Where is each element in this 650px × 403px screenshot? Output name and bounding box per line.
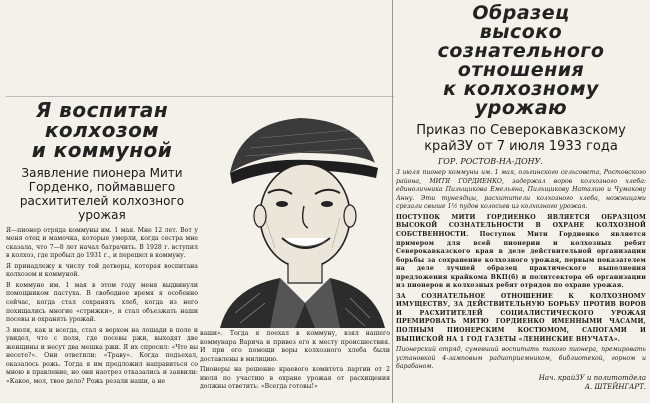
order-heading-line1: Приказ по Северокавказскому — [416, 123, 626, 138]
left-headline-line2: колхозом — [44, 118, 160, 142]
left-headline-line1: Я воспитан — [35, 98, 169, 122]
left-article — [6, 96, 198, 401]
order-heading-line2: крайЗУ от 7 июля 1933 года — [424, 138, 618, 154]
right-paragraph-4: Пионерский отряд, сумевший воспитать такого пионера, премировать установкой 4-ламповым радиоприемником, библиотекой, горном и барабаном. — [396, 346, 646, 371]
left-paragraph-1: Я—пионер отряда коммуны им. 1 мая. Мне 12 лет. Вот у меня отец и мамочка, которые умерли, когда сестра мне сказала, что 7—8 лет начал батрачить. В 1928 г. вступил в колхоз, где пробыл до 1931 г., и перешел в коммуну. — [6, 226, 198, 260]
middle-paragraph-1: ваши». Тогда я поехал в коммуну, взял нашего коммунара Варича и привез его к месту происшествия. И при его помощи воры колхозного хлеба были доставлены в милицию. — [200, 330, 390, 363]
left-headline — [6, 100, 198, 160]
left-headline-line3: и коммуной — [31, 138, 173, 162]
left-paragraph-4: 3 июля, как и всегда, стал я верхом на лошади в поле и увидел, что с поля, где посевы ржи, выходят две женщины и несут два мешка ржи. Я их спросил: «Что вы несете?». Они ответили: «Траву». Когда подъехал, оказалось рожь. Тогда я им предложил направиться со мною в правление, но они наотрез отказались и заявили: «Какое, мол, твое дело? Рожь резали наши, а не — [6, 326, 198, 385]
right-paragraph-3: ЗА СОЗНАТЕЛЬНОЕ ОТНОШЕНИЕ К КОЛХОЗНОМУ ИМУЩЕСТВУ, ЗА ДЕЙСТВИТЕЛЬНУЮ БОРЬБУ ПРОТИВ ВОРОВ И РАСХИТИТЕЛЕЙ СОЦИАЛИСТИЧЕСКОГО УРОЖАЯ ПРЕМИРОВАТЬ МИТЮ ГОРДИЕНКО ИМЕННЫМИ ЧАСАМИ, ПОЛНЫМ ПИОНЕРСКИМ КОСТЮМОМ, САПОГАМИ И ВЫПИСКОЙ НА 1 ГОД ГАЗЕТЫ «ЛЕНИНСКИЕ ВНУЧАТА». — [396, 292, 646, 343]
dateline: ГОР. РОСТОВ-НА-ДОНУ. — [438, 157, 543, 167]
right-paragraph-1: 3 июля пионер коммуны им. 1 мая, ольгинского сельсовета, Ростовского района, МИТЯ ГОРДИЕНКО, задержал воров колхозного хлеба: единоличника Пильщикова Емельяна, Пильщикову Наталию и Чумакову Анну. Эти тунеядцы, расхитители колхозного хлеба, ножницами срезали свыше 1½ пудов колосьев из колхозного урожая. — [396, 169, 646, 211]
middle-article-continuation — [200, 330, 390, 402]
order-heading — [396, 123, 646, 154]
right-headline-line3: отношения — [457, 59, 585, 81]
column-divider — [392, 0, 393, 403]
signature-line1: Нач. крайЗУ и политотдела — [538, 373, 646, 382]
right-headline — [396, 4, 646, 118]
signature — [396, 374, 646, 392]
right-headline-line1: Образец — [472, 2, 570, 24]
right-article — [396, 2, 646, 401]
left-paragraph-2: Я принадлежу к числу той детворы, которая воспитана колхозом и коммуной. — [6, 262, 198, 279]
right-paragraph-2: ПОСТУПОК МИТИ ГОРДИЕНКО ЯВЛЯЕТСЯ ОБРАЗЦОМ ВЫСОКОЙ СОЗНАТЕЛЬНОСТИ В ОХРАНЕ КОЛХОЗНОЙ СОБСТВЕННОСТИ. Поступок Мити Гордиенко является примером для всей пионерии и колхозных ребят Северокавказского края в деле действительной организации борьбы за сохранение колхозного урожая, первым показателем на деле лучшей образец практического выполнения предложения крайкома ВКП(б) и политсектора об организации из пионеров и колхозных ребят отрядов по охране урожая. — [396, 213, 646, 290]
right-headline-line4: к колхозному урожаю — [443, 78, 599, 119]
right-headline-line2: высоко сознательного — [437, 21, 605, 62]
middle-paragraph-2: Пионеры на решение краевого комитета партии от 2 июля по участию в охране урожая от расхищения должны ответить: «Всегда готовы!» — [200, 366, 390, 391]
left-subheadline: Заявление пионера Мити Горденко, поймавшего расхитителей колхозного урожая — [19, 166, 185, 223]
signature-line2: А. ШТЕЙНГАРТ. — [584, 382, 646, 391]
pioneer-portrait-illustration — [200, 98, 390, 328]
left-paragraph-3: В коммуне им. 1 мая в этом году меня выдвинули помощником пастуха. В свободное время я особенно сейчас, когда стал сохранять хлеб, когда из него похищались многие «стрижки», я стал объезжать наши посевы и охранять урожай. — [6, 281, 198, 324]
